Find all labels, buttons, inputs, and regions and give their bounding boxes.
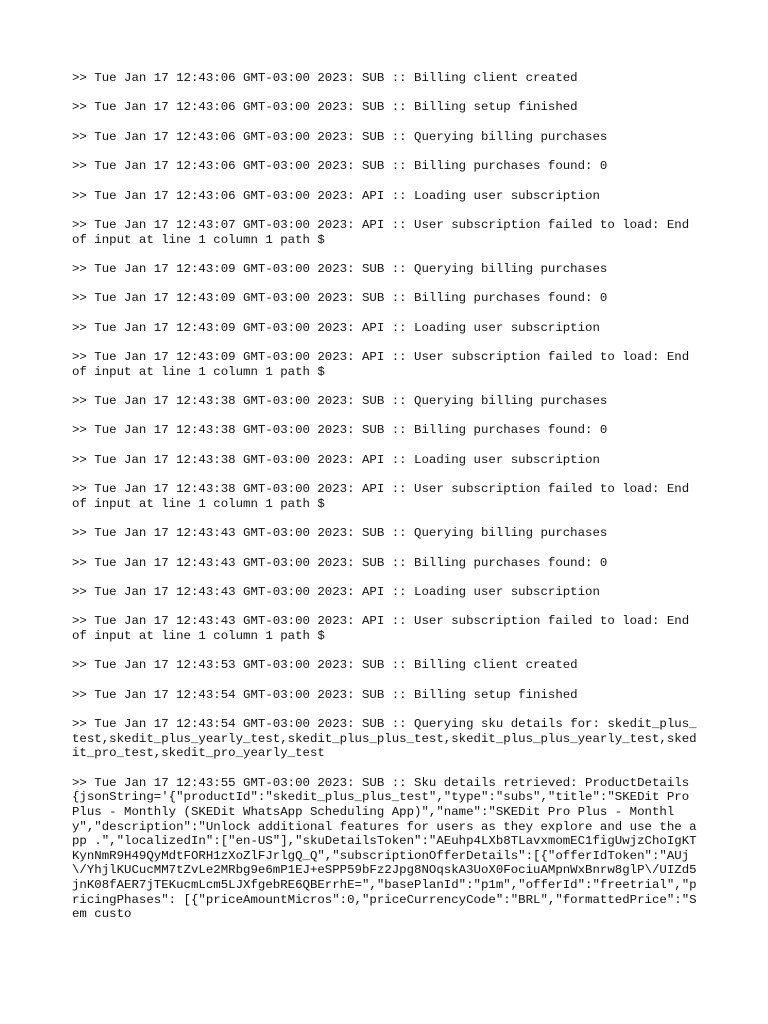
log-entry: >> Tue Jan 17 12:43:55 GMT-03:00 2023: SUB :: Sku details retrieved: ProductDetails{jsonString='{"productId":"skedit_plus_plus_test","type":"subs","title":"SKEDit Pro Plus - Monthly (SKEDit WhatsApp Scheduling App)","name":"SKEDit Pro Plus - Monthly","description":"Unlock additional features for users as they explore and use the app .","localizedIn":["en-US"],"skuDetailsToken":"AEuhp4LXb8TLavxmomEC1figUwjzChoIgKTKynNmR9H49QyMdtFORH1zXoZlFJrlgQ_Q","subscriptionOfferDetails":[{"offerIdToken":"AUj\/YhjlKUCucMM7tZvLe2MRbg9e6mP1EJ+eSPP59bFz2Jpg8NOqskA3UoX0FociuAMpnWxBnrw8glP\/UIZd5jnK08fAER7jTEKucmLcm5LJXfgebRE6QBErrhE=","basePlanId":"p1m","offerId":"freetrial","pricingPhases": [{"priceAmountMicros":0,"priceCurrencyCode":"BRL","formattedPrice":"Sem custo xyxy=(72,775,697,922)
log-entry: >> Tue Jan 17 12:43:06 GMT-03:00 2023: SUB :: Billing setup finished xyxy=(72,100,578,115)
log-entry: >> Tue Jan 17 12:43:38 GMT-03:00 2023: API :: User subscription failed to load: End of input at line 1 column 1 path $ xyxy=(72,482,697,511)
log-entry: >> Tue Jan 17 12:43:43 GMT-03:00 2023: SUB :: Querying billing purchases xyxy=(72,526,608,541)
log-entry: >> Tue Jan 17 12:43:43 GMT-03:00 2023: SUB :: Billing purchases found: 0 xyxy=(72,555,608,570)
log-entry: >> Tue Jan 17 12:43:38 GMT-03:00 2023: SUB :: Querying billing purchases xyxy=(72,394,608,409)
log-entry: >> Tue Jan 17 12:43:54 GMT-03:00 2023: SUB :: Querying sku details for: skedit_plus_test,skedit_plus_yearly_test,skedit_plus_plus_test,skedit_plus_plus_yearly_test,skedit_pro_test,skedit_pro_yearly_test xyxy=(72,717,697,761)
log-entry: >> Tue Jan 17 12:43:09 GMT-03:00 2023: SUB :: Querying billing purchases xyxy=(72,261,608,276)
log-entry: >> Tue Jan 17 12:43:43 GMT-03:00 2023: API :: User subscription failed to load: End of input at line 1 column 1 path $ xyxy=(72,614,697,644)
log-entry: >> Tue Jan 17 12:43:06 GMT-03:00 2023: SUB :: Billing purchases found: 0 xyxy=(72,159,608,174)
log-entry: >> Tue Jan 17 12:43:06 GMT-03:00 2023: SUB :: Querying billing purchases xyxy=(72,129,608,144)
log-entry: >> Tue Jan 17 12:43:09 GMT-03:00 2023: API :: Loading user subscription xyxy=(72,320,600,335)
log-entry: >> Tue Jan 17 12:43:38 GMT-03:00 2023: API :: Loading user subscription xyxy=(72,452,600,467)
log-entry: >> Tue Jan 17 12:43:53 GMT-03:00 2023: SUB :: Billing client created xyxy=(72,658,578,673)
log-entry: >> Tue Jan 17 12:43:09 GMT-03:00 2023: API :: User subscription failed to load: End of input at line 1 column 1 path $ xyxy=(72,350,697,379)
log-entry: >> Tue Jan 17 12:43:07 GMT-03:00 2023: API :: User subscription failed to load: End of input at line 1 column 1 path $ xyxy=(72,217,697,247)
log-document xyxy=(72,71,702,937)
log-entry: >> Tue Jan 17 12:43:43 GMT-03:00 2023: API :: Loading user subscription xyxy=(72,585,600,600)
log-entry: >> Tue Jan 17 12:43:09 GMT-03:00 2023: SUB :: Billing purchases found: 0 xyxy=(72,291,608,306)
log-entry: >> Tue Jan 17 12:43:38 GMT-03:00 2023: SUB :: Billing purchases found: 0 xyxy=(72,423,608,438)
log-entry: >> Tue Jan 17 12:43:06 GMT-03:00 2023: SUB :: Billing client created xyxy=(72,71,578,85)
log-entry: >> Tue Jan 17 12:43:06 GMT-03:00 2023: API :: Loading user subscription xyxy=(72,188,600,203)
log-entry: >> Tue Jan 17 12:43:54 GMT-03:00 2023: SUB :: Billing setup finished xyxy=(72,687,578,702)
